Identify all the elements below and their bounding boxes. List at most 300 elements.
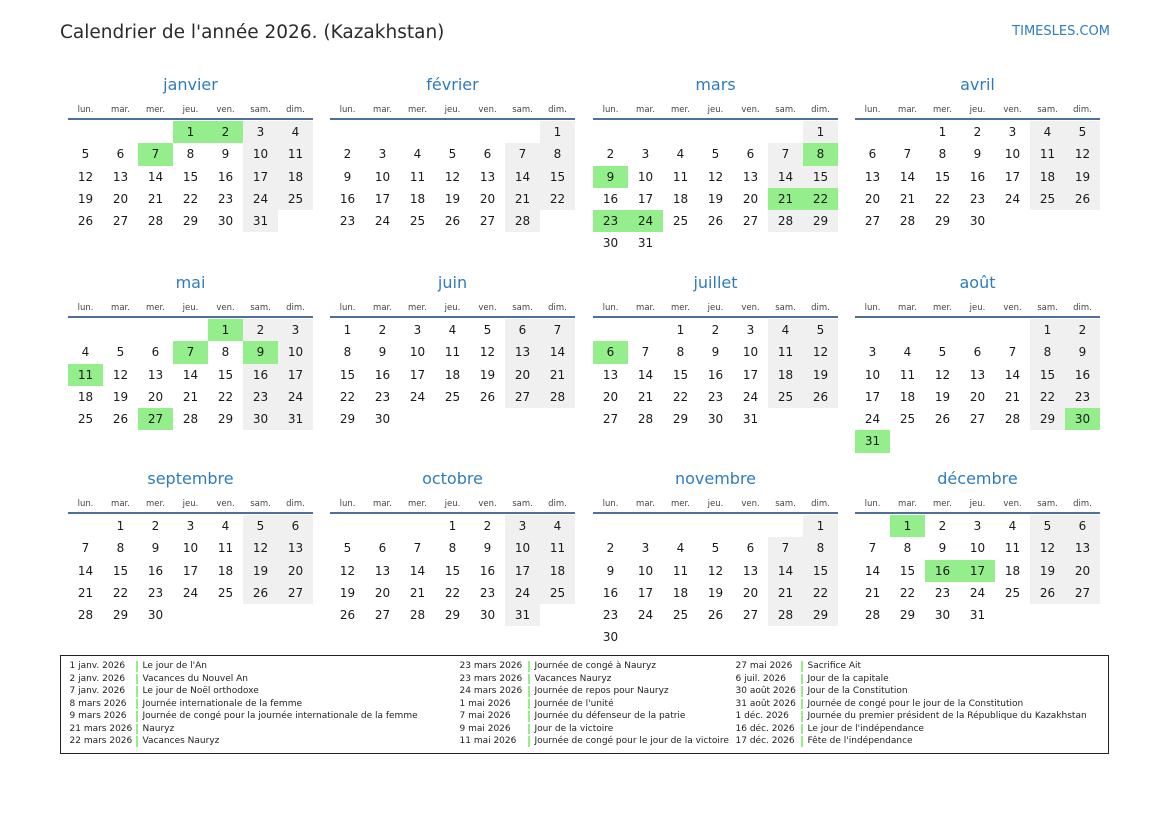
weekday-label: mar. xyxy=(373,499,392,509)
day-cell: 30 xyxy=(479,608,496,623)
weekday-label: lun. xyxy=(339,105,356,115)
week-row xyxy=(855,364,1100,386)
day-cell: 30 xyxy=(374,412,391,427)
weekday-label: mar. xyxy=(898,105,917,115)
holiday-date: 7 janv. 2026 xyxy=(69,686,126,697)
day-cell: 23 xyxy=(147,585,164,600)
day-cell: 12 xyxy=(112,367,129,382)
legend-entry xyxy=(70,735,418,748)
weekend-day-cell: 23 xyxy=(1065,386,1100,408)
day-cell: 15 xyxy=(899,563,916,578)
day-cell: 16 xyxy=(217,169,234,184)
day-cell: 17 xyxy=(637,585,654,600)
empty-day-cell xyxy=(960,430,995,452)
weekday-header xyxy=(593,103,838,117)
weekend-day-cell: 8 xyxy=(540,143,575,165)
weekday-label: ven. xyxy=(741,499,760,509)
day-cell: 20 xyxy=(864,191,881,206)
weekend-day-cell: 17 xyxy=(505,560,540,582)
day-cell: 19 xyxy=(112,389,129,404)
week-row xyxy=(68,582,313,604)
day-cell: 3 xyxy=(746,323,755,337)
legend-entry xyxy=(70,723,418,736)
weekday-label: jeu. xyxy=(444,105,461,115)
weekday-label: ven. xyxy=(478,499,497,509)
empty-day-cell xyxy=(173,319,208,341)
weekday-label: dim. xyxy=(1073,499,1092,509)
week-row xyxy=(855,582,1100,604)
week-row xyxy=(68,515,313,537)
weekend-day-cell: 17 xyxy=(243,166,278,188)
day-cell: 27 xyxy=(969,412,986,427)
empty-day-cell xyxy=(278,604,313,626)
weekend-day-cell: 6 xyxy=(278,515,313,537)
weekday-label: jeu. xyxy=(707,499,724,509)
day-cell: 20 xyxy=(479,191,496,206)
weekday-label: ven. xyxy=(741,303,760,313)
month-january xyxy=(68,73,313,263)
weekend-day-cell: 1 xyxy=(803,121,838,143)
weekday-label: sam. xyxy=(250,105,271,115)
legend-entry xyxy=(460,685,729,698)
day-cell: 15 xyxy=(444,563,461,578)
weekend-day-cell: 1 xyxy=(803,515,838,537)
day-cell: 21 xyxy=(77,585,94,600)
day-cell: 18 xyxy=(672,191,689,206)
day-cell: 10 xyxy=(969,541,986,556)
day-cell: 22 xyxy=(217,389,234,404)
day-cell: 29 xyxy=(899,608,916,623)
day-cell: 23 xyxy=(217,191,234,206)
weekday-label: sam. xyxy=(775,303,796,313)
empty-day-cell xyxy=(1030,604,1065,626)
day-cell: 27 xyxy=(864,214,881,229)
weekday-label: mar. xyxy=(373,105,392,115)
day-cell: 8 xyxy=(186,147,195,162)
day-cell: 15 xyxy=(934,169,951,184)
weekend-day-cell: 19 xyxy=(803,364,838,386)
holiday-name: Le jour de l'An xyxy=(136,661,207,672)
day-cell: 14 xyxy=(77,563,94,578)
weekend-day-cell: 14 xyxy=(768,560,803,582)
day-cell: 25 xyxy=(217,585,234,600)
day-cell: 6 xyxy=(868,147,877,162)
day-cell: 28 xyxy=(864,608,881,623)
weekend-day-cell: 25 xyxy=(278,188,313,210)
weekend-day-cell: 5 xyxy=(1065,121,1100,143)
day-cell: 1 xyxy=(343,323,352,337)
month-may xyxy=(68,271,313,461)
day-cell: 20 xyxy=(374,585,391,600)
weekday-label: sam. xyxy=(775,105,796,115)
weekday-label: dim. xyxy=(1073,303,1092,313)
day-cell: 4 xyxy=(221,519,230,533)
holiday-date: 22 mars 2026 xyxy=(69,736,133,747)
weekday-header xyxy=(593,497,838,511)
holiday-day-cell: 6 xyxy=(593,341,628,363)
empty-day-cell xyxy=(890,121,925,143)
weekday-header xyxy=(593,301,838,315)
weekday-label: lun. xyxy=(77,499,94,509)
empty-day-cell xyxy=(138,121,173,143)
weekend-day-cell: 10 xyxy=(243,143,278,165)
weekend-day-cell: 14 xyxy=(505,166,540,188)
day-cell: 10 xyxy=(742,345,759,360)
weekend-day-cell: 29 xyxy=(803,604,838,626)
empty-day-cell xyxy=(925,430,960,452)
weekend-day-cell: 21 xyxy=(768,582,803,604)
week-row xyxy=(68,188,313,210)
weekend-day-cell: 27 xyxy=(505,386,540,408)
month-name: juin xyxy=(437,273,468,292)
day-cell: 28 xyxy=(899,214,916,229)
weekend-day-cell: 20 xyxy=(505,364,540,386)
header-divider xyxy=(68,316,313,318)
weekday-label: lun. xyxy=(77,105,94,115)
weekday-label: ven. xyxy=(1003,499,1022,509)
day-cell: 14 xyxy=(182,367,199,382)
month-november xyxy=(593,467,838,657)
weekend-day-cell: 26 xyxy=(1065,188,1100,210)
weekend-day-cell: 31 xyxy=(278,408,313,430)
weekday-label: mar. xyxy=(111,499,130,509)
weekday-header xyxy=(68,497,313,511)
month-days xyxy=(855,515,1100,626)
header-divider xyxy=(593,118,838,120)
weekend-day-cell: 27 xyxy=(278,582,313,604)
day-cell: 13 xyxy=(479,169,496,184)
week-row xyxy=(855,319,1100,341)
week-row xyxy=(330,121,575,143)
legend-column xyxy=(460,660,729,748)
month-name: septembre xyxy=(147,469,234,488)
month-days xyxy=(330,515,575,626)
month-name: janvier xyxy=(163,75,218,94)
empty-day-cell xyxy=(855,121,890,143)
holiday-name: Vacances Nauryz xyxy=(136,736,220,747)
weekday-label: mar. xyxy=(636,105,655,115)
day-cell: 28 xyxy=(1004,412,1021,427)
weekend-day-cell: 28 xyxy=(768,210,803,232)
holiday-day-cell: 1 xyxy=(173,121,208,143)
holiday-date: 30 août 2026 xyxy=(735,686,796,697)
day-cell: 11 xyxy=(672,563,689,578)
day-cell: 13 xyxy=(602,367,619,382)
weekday-label: mer. xyxy=(408,303,427,313)
weekend-day-cell: 11 xyxy=(768,341,803,363)
holiday-name: Journée de l'unité xyxy=(528,699,614,710)
day-cell: 15 xyxy=(112,563,129,578)
holiday-date: 24 mars 2026 xyxy=(459,686,523,697)
weekday-label: jeu. xyxy=(969,499,986,509)
day-cell: 27 xyxy=(742,608,759,623)
month-august xyxy=(855,271,1100,461)
holiday-name: Journée de congé pour la journée internationale de la femme xyxy=(136,711,418,722)
day-cell: 3 xyxy=(641,541,650,556)
day-cell: 23 xyxy=(339,214,356,229)
weekend-day-cell: 7 xyxy=(505,143,540,165)
day-cell: 15 xyxy=(217,367,234,382)
weekday-label: dim. xyxy=(811,499,830,509)
day-cell: 19 xyxy=(707,585,724,600)
day-cell: 27 xyxy=(479,214,496,229)
empty-day-cell xyxy=(663,232,698,254)
holiday-day-cell: 21 xyxy=(768,188,803,210)
weekend-day-cell: 24 xyxy=(278,386,313,408)
weekend-day-cell: 22 xyxy=(1030,386,1065,408)
month-name: mai xyxy=(175,273,206,292)
day-cell: 22 xyxy=(672,389,689,404)
weekday-label: ven. xyxy=(741,105,760,115)
weekday-header xyxy=(68,103,313,117)
day-cell: 2 xyxy=(483,519,492,533)
month-days xyxy=(855,121,1100,232)
day-cell: 10 xyxy=(864,367,881,382)
holiday-name: Journée de repos pour Nauryz xyxy=(528,686,669,697)
weekend-day-cell: 31 xyxy=(243,210,278,232)
day-cell: 4 xyxy=(903,345,912,360)
weekday-label: dim. xyxy=(548,499,567,509)
holiday-day-cell: 31 xyxy=(855,430,890,452)
day-cell: 19 xyxy=(707,191,724,206)
holiday-day-cell: 22 xyxy=(803,188,838,210)
empty-day-cell xyxy=(68,121,103,143)
weekday-label: lun. xyxy=(864,303,881,313)
day-cell: 16 xyxy=(147,563,164,578)
weekday-header xyxy=(855,103,1100,117)
holiday-day-cell: 17 xyxy=(960,560,995,582)
week-row xyxy=(593,560,838,582)
weekend-day-cell: 26 xyxy=(803,386,838,408)
holiday-name: Journée de congé pour le jour de la Constitution xyxy=(801,699,1024,710)
day-cell: 2 xyxy=(711,323,720,337)
holiday-name: Journée de congé à Nauryz xyxy=(528,661,657,672)
month-name: février xyxy=(426,75,479,94)
month-days xyxy=(855,319,1100,453)
day-cell: 22 xyxy=(182,191,199,206)
week-row xyxy=(68,386,313,408)
day-cell: 7 xyxy=(641,345,650,360)
day-cell: 27 xyxy=(112,214,129,229)
week-row xyxy=(68,143,313,165)
day-cell: 23 xyxy=(374,389,391,404)
empty-day-cell xyxy=(470,121,505,143)
weekend-day-cell: 13 xyxy=(505,341,540,363)
week-row xyxy=(593,166,838,188)
empty-day-cell xyxy=(1030,430,1065,452)
empty-day-cell xyxy=(628,626,663,648)
empty-day-cell xyxy=(400,121,435,143)
day-cell: 25 xyxy=(77,412,94,427)
day-cell: 25 xyxy=(1004,585,1021,600)
day-cell: 30 xyxy=(707,412,724,427)
weekday-label: jeu. xyxy=(182,499,199,509)
week-row xyxy=(855,341,1100,363)
day-cell: 15 xyxy=(182,169,199,184)
month-june xyxy=(330,271,575,461)
week-row xyxy=(330,515,575,537)
weekday-label: sam. xyxy=(512,105,533,115)
weekend-day-cell: 6 xyxy=(1065,515,1100,537)
day-cell: 10 xyxy=(1004,147,1021,162)
empty-day-cell xyxy=(663,515,698,537)
holiday-date: 17 déc. 2026 xyxy=(735,736,795,747)
day-cell: 23 xyxy=(969,191,986,206)
holiday-date: 23 mars 2026 xyxy=(459,661,523,672)
day-cell: 17 xyxy=(1004,169,1021,184)
week-row xyxy=(330,582,575,604)
empty-day-cell xyxy=(803,408,838,430)
day-cell: 7 xyxy=(1008,345,1017,360)
empty-day-cell xyxy=(995,210,1030,232)
week-row xyxy=(855,386,1100,408)
day-cell: 12 xyxy=(707,563,724,578)
weekday-header xyxy=(330,301,575,315)
week-row xyxy=(593,319,838,341)
day-cell: 20 xyxy=(112,191,129,206)
week-row xyxy=(593,232,838,254)
week-row xyxy=(330,188,575,210)
day-cell: 26 xyxy=(707,608,724,623)
weekend-day-cell: 29 xyxy=(803,210,838,232)
weekend-day-cell: 3 xyxy=(243,121,278,143)
weekend-day-cell: 12 xyxy=(803,341,838,363)
day-cell: 16 xyxy=(602,585,619,600)
day-cell: 4 xyxy=(1008,519,1017,533)
day-cell: 9 xyxy=(378,345,387,360)
day-cell: 14 xyxy=(637,367,654,382)
site-brand: TIMESLES.COM xyxy=(1012,24,1110,39)
page-title: Calendrier de l'année 2026. (Kazakhstan) xyxy=(60,22,445,43)
weekday-header xyxy=(330,497,575,511)
weekend-day-cell: 7 xyxy=(768,537,803,559)
legend-entry xyxy=(736,685,1087,698)
weekend-day-cell: 24 xyxy=(505,582,540,604)
weekend-day-cell: 19 xyxy=(1030,560,1065,582)
legend-entry xyxy=(70,685,418,698)
weekday-label: dim. xyxy=(286,105,305,115)
day-cell: 6 xyxy=(973,345,982,360)
empty-day-cell xyxy=(138,319,173,341)
weekend-day-cell: 2 xyxy=(243,319,278,341)
holiday-date: 7 mai 2026 xyxy=(459,711,511,722)
holiday-name: Jour de la Constitution xyxy=(801,686,908,697)
day-cell: 18 xyxy=(409,191,426,206)
empty-day-cell xyxy=(593,515,628,537)
empty-day-cell xyxy=(330,121,365,143)
empty-day-cell xyxy=(768,121,803,143)
day-cell: 26 xyxy=(339,608,356,623)
day-cell: 8 xyxy=(938,147,947,162)
empty-day-cell xyxy=(400,408,435,430)
day-cell: 11 xyxy=(444,345,461,360)
empty-day-cell xyxy=(803,232,838,254)
weekend-day-cell: 28 xyxy=(505,210,540,232)
day-cell: 9 xyxy=(711,345,720,360)
day-cell: 29 xyxy=(934,214,951,229)
empty-day-cell xyxy=(540,210,575,232)
day-cell: 26 xyxy=(707,214,724,229)
empty-day-cell xyxy=(505,408,540,430)
weekday-label: mar. xyxy=(636,303,655,313)
empty-day-cell xyxy=(855,515,890,537)
weekend-day-cell: 29 xyxy=(1030,408,1065,430)
empty-day-cell xyxy=(1065,430,1100,452)
holiday-name: Journée internationale de la femme xyxy=(136,699,303,710)
day-cell: 12 xyxy=(77,169,94,184)
week-row xyxy=(330,560,575,582)
day-cell: 3 xyxy=(868,345,877,360)
day-cell: 30 xyxy=(934,608,951,623)
day-cell: 29 xyxy=(444,608,461,623)
empty-day-cell xyxy=(768,515,803,537)
week-row xyxy=(593,364,838,386)
legend-entry xyxy=(460,710,729,723)
empty-day-cell xyxy=(278,210,313,232)
day-cell: 9 xyxy=(606,563,615,578)
week-row xyxy=(68,341,313,363)
holiday-day-cell: 7 xyxy=(138,143,173,165)
week-row xyxy=(330,341,575,363)
empty-day-cell xyxy=(733,232,768,254)
day-cell: 2 xyxy=(378,323,387,337)
day-cell: 14 xyxy=(147,169,164,184)
week-row xyxy=(330,210,575,232)
weekend-day-cell: 12 xyxy=(1030,537,1065,559)
legend-entry xyxy=(736,660,1087,673)
day-cell: 21 xyxy=(147,191,164,206)
weekday-label: jeu. xyxy=(707,105,724,115)
weekday-label: mer. xyxy=(933,105,952,115)
day-cell: 9 xyxy=(973,147,982,162)
weekend-day-cell: 24 xyxy=(243,188,278,210)
header-divider xyxy=(68,118,313,120)
day-cell: 28 xyxy=(77,608,94,623)
day-cell: 29 xyxy=(672,412,689,427)
empty-day-cell xyxy=(593,319,628,341)
legend-entry xyxy=(70,660,418,673)
day-cell: 18 xyxy=(77,389,94,404)
day-cell: 8 xyxy=(903,541,912,556)
week-row xyxy=(855,430,1100,452)
month-days xyxy=(593,121,838,255)
empty-day-cell xyxy=(365,121,400,143)
week-row xyxy=(68,121,313,143)
day-cell: 11 xyxy=(672,169,689,184)
day-cell: 20 xyxy=(969,389,986,404)
day-cell: 5 xyxy=(116,345,125,360)
month-name: juillet xyxy=(693,273,738,292)
weekend-day-cell: 1 xyxy=(540,121,575,143)
weekday-label: lun. xyxy=(602,303,619,313)
week-row xyxy=(855,121,1100,143)
day-cell: 21 xyxy=(899,191,916,206)
holiday-date: 2 janv. 2026 xyxy=(69,673,126,684)
holiday-name: Sacrifice Ait xyxy=(801,661,862,672)
empty-day-cell xyxy=(628,319,663,341)
weekend-day-cell: 4 xyxy=(540,515,575,537)
weekend-day-cell: 11 xyxy=(278,143,313,165)
weekday-label: dim. xyxy=(548,105,567,115)
day-cell: 21 xyxy=(637,389,654,404)
day-cell: 31 xyxy=(742,412,759,427)
empty-day-cell xyxy=(698,232,733,254)
day-cell: 3 xyxy=(413,323,422,337)
weekday-header xyxy=(855,301,1100,315)
empty-day-cell xyxy=(663,121,698,143)
day-cell: 5 xyxy=(483,323,492,337)
day-cell: 8 xyxy=(343,345,352,360)
